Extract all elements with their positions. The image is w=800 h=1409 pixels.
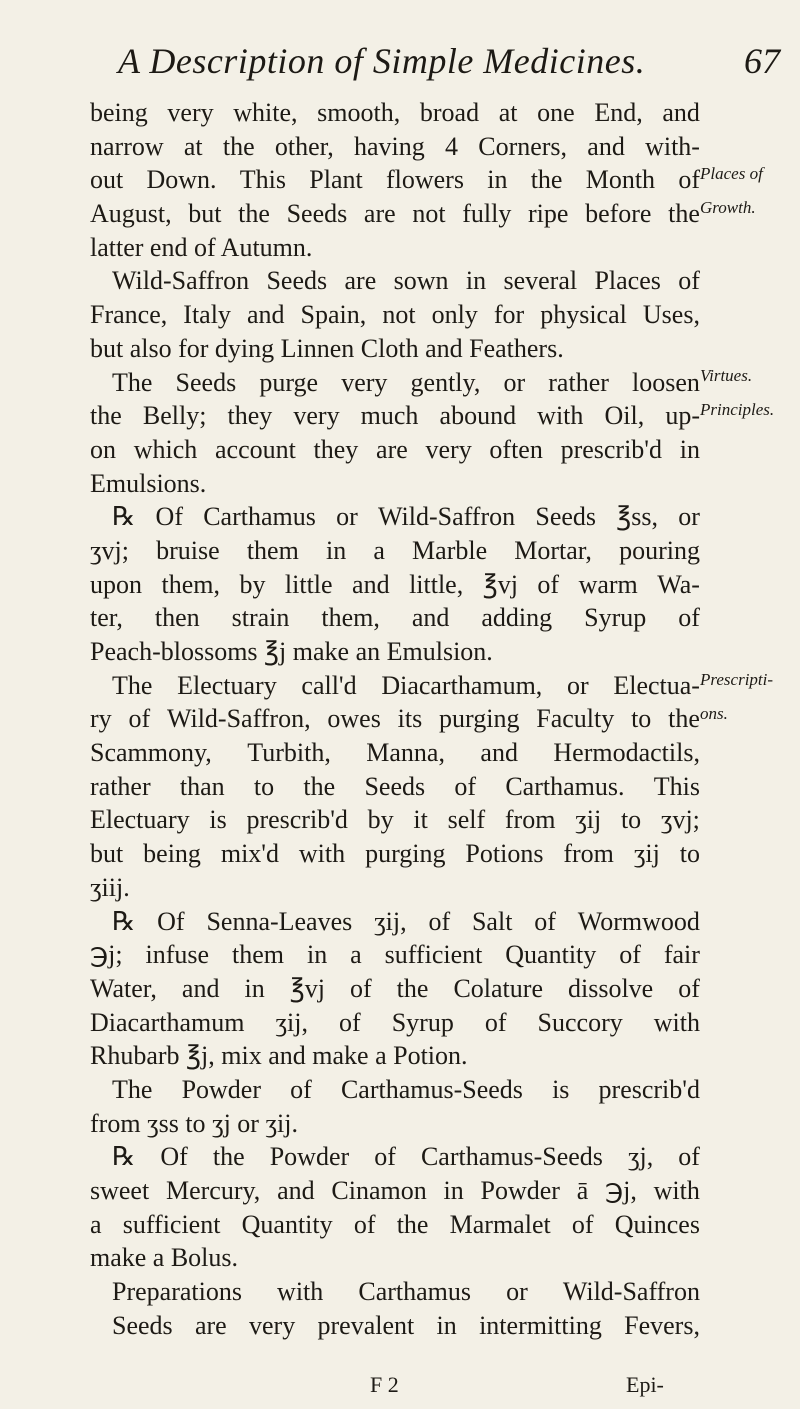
word: and [246,300,285,330]
word: are [376,434,408,464]
word: of [571,1209,594,1239]
text-line [90,669,700,703]
word: France, [90,300,168,330]
word: Uses, [642,300,700,330]
word: Wild-Saffron [378,502,516,532]
word: Wa- [657,569,700,599]
word: Salt [471,906,513,936]
word: ℥ss, [616,502,659,532]
word: of [678,1142,700,1172]
word: Marmalet [449,1209,551,1239]
word: Seeds [364,771,426,801]
word: dissolve [568,973,654,1003]
word: sufficient [122,1209,221,1239]
word: the [303,771,336,801]
word: Down. [146,165,217,195]
word: Water, [90,973,157,1003]
word: purging [365,839,446,869]
word: Diacarthamum, [381,670,543,700]
word: physical [540,300,627,330]
word: Carthamus [203,502,316,532]
word: flowers [385,165,464,195]
word: very [425,434,472,464]
text-line [90,298,700,332]
word: Syrup [391,1007,454,1037]
text-line: but also for dying Linnen Cloth and Feathers. [90,333,564,363]
word: prescrib'd [560,434,662,464]
word: account [214,434,296,464]
word: Carthamus [358,1277,472,1307]
word: Powder [269,1142,350,1172]
word: of [534,906,556,936]
word: of [290,1074,312,1104]
word: sweet [90,1176,150,1205]
word: ʒij [633,839,660,869]
word: of [428,906,451,936]
word: much [360,401,419,431]
text-line [90,601,700,635]
word: Diacarthamum [90,1007,245,1037]
word: its [397,704,423,734]
word: them [246,535,299,565]
word: with- [645,131,700,161]
text-line [90,1208,700,1242]
word: out [90,165,124,195]
margin-note: Places of [700,164,763,183]
text-line [90,1275,700,1309]
text-line [90,1073,700,1107]
text-line: from ʒss to ʒj or ʒij. [90,1108,298,1138]
word: with [277,1277,324,1307]
word: but [90,839,124,869]
word: or [506,1277,528,1307]
word: only [431,300,478,330]
word: ry [90,704,112,734]
word: by [367,805,394,835]
word: one [537,98,575,127]
word: up- [665,401,700,431]
word: ā [576,1176,589,1205]
word: warm [578,569,638,599]
word: Of [155,502,183,532]
word: very [293,401,340,431]
text-line [90,534,700,568]
word: Powder [181,1074,261,1104]
word: ℥vj [289,973,325,1003]
word: the [668,704,700,734]
page-number: 67 [744,41,780,81]
word: sown [393,266,449,296]
text-line [90,399,700,433]
word: infuse [145,940,210,970]
word: Marble [412,535,488,565]
word: is [209,805,227,835]
margin-note: Prescripti- [700,670,774,689]
word: ʒij, [374,906,407,936]
word: of [537,569,560,599]
word: little, [409,569,464,599]
word: August, [90,199,172,229]
word: the [90,401,122,431]
word: Manna, [366,738,445,768]
text-line: Emulsions. [90,468,207,498]
text-line [90,130,700,164]
word: or [678,502,700,532]
word: Powder [480,1176,560,1205]
word: being [90,98,148,127]
word: of [128,704,151,734]
word: the [530,165,563,195]
signature-mark: F 2 [370,1372,399,1397]
word: a [90,1209,102,1239]
word: very [341,367,388,397]
word: are [344,266,377,296]
word: the [668,199,700,229]
word: not [412,199,446,229]
word: Syrup [584,603,647,633]
word: of [374,1142,396,1172]
word: other, [274,131,334,161]
text-line [90,1309,700,1343]
text-line [90,1006,700,1040]
word: ℈j, [605,1176,637,1205]
text-line [90,938,700,972]
word: ter, [90,603,123,633]
word: ℞ [112,502,136,532]
word: before [585,199,652,229]
word: several [503,266,578,296]
word: Carthamus-Seeds [420,1142,603,1172]
text-line [90,96,700,130]
text-line: make a Bolus. [90,1243,239,1273]
word: Fevers, [624,1310,700,1340]
word: white, [233,98,298,127]
word: of [619,940,641,970]
word: them, [321,603,380,633]
word: often [489,434,543,464]
word: of [353,1209,376,1239]
text-line [90,1174,700,1208]
word: in [679,434,700,464]
text-line: Rhubarb ℥j, mix and make a Potion. [90,1041,468,1071]
word: fair [663,940,700,970]
text-line [90,163,700,197]
word: Hermodactils, [553,738,700,768]
word: loosen [632,367,700,397]
word: of [484,1007,507,1037]
word: they [313,434,359,464]
word: them, [161,569,220,599]
word: by [239,569,266,599]
word: with [298,839,346,869]
margin-note: Virtues. [700,366,753,385]
word: the [396,1209,429,1239]
text-line [90,1140,700,1174]
word: Places [594,266,661,296]
word: fully [462,199,512,229]
word: on [90,434,116,464]
text-line: Peach-blossoms ℥j make an Emulsion. [90,637,493,666]
word: it [413,805,428,835]
text-line [90,905,700,939]
word: Wild-Saffron, [166,704,311,734]
word: in [487,165,508,195]
word: ℈j; [90,940,123,970]
word: broad [419,98,480,127]
word: mix'd [220,839,279,869]
word: sufficient [384,940,483,970]
word: of [454,771,477,801]
word: This [653,771,700,801]
text-line [90,770,700,804]
word: Wild-Saffron [562,1277,700,1307]
word: ℥vj [482,569,518,599]
word: the [396,973,429,1003]
word: narrow [90,131,164,161]
word: or [336,502,358,532]
word: Seeds [112,1310,173,1340]
word: Cinamon [331,1176,427,1205]
word: rather [548,367,609,397]
text-line [90,702,700,736]
word: or [503,367,526,397]
word: Seeds [286,199,348,229]
text-line [90,803,700,837]
word: and [480,738,518,768]
word: Scammony, [90,738,212,768]
word: Colature [453,973,543,1003]
word: from [504,805,556,835]
word: prevalent [317,1310,415,1340]
word: at [183,131,203,161]
word: ℞ [112,906,136,936]
word: of [678,973,700,1003]
word: The [112,1074,153,1104]
word: to [631,704,652,734]
word: and [587,131,625,161]
margin-note: Growth. [700,198,756,217]
text-line [90,433,700,467]
word: the [222,131,255,161]
word: of [678,165,700,195]
word: to [253,771,275,801]
margin-notes [700,0,800,1409]
word: a [350,940,362,970]
word: in [325,535,347,565]
word: ʒvj; [660,805,700,835]
word: are [363,199,396,229]
word: for [493,300,525,330]
word: Electua- [613,670,700,700]
word: being [143,839,201,869]
text-line: ʒiij. [90,872,130,902]
word: which [133,434,198,464]
word: Spain, [300,300,367,330]
word: Belly; [142,401,207,431]
word: Electuary [177,670,277,700]
word: The [112,367,153,397]
word: Carthamus. [505,771,625,801]
word: strain [231,603,290,633]
word: and [277,1176,315,1205]
word: the [238,199,270,229]
word: This [239,165,287,195]
text-line [90,736,700,770]
word: but [188,199,222,229]
word: ʒvj; [90,535,129,565]
body-text [90,96,700,1342]
word: ℞ [112,1142,136,1172]
word: Seeds [535,502,597,532]
word: ʒj, [627,1142,654,1172]
word: is [552,1074,570,1104]
text-line: latter end of Autumn. [90,232,313,262]
word: bruise [156,535,220,565]
word: with [537,401,584,431]
word: prescrib'd [598,1074,700,1104]
word: Senna-Leaves [206,906,353,936]
text-line [90,197,700,231]
word: in [306,940,328,970]
word: with [653,1176,700,1205]
word: very [249,1310,296,1340]
word: from [563,839,614,869]
word: Quinces [614,1209,700,1239]
word: Quantity [505,940,597,970]
word: are [194,1310,227,1340]
word: to [620,805,642,835]
word: Of [160,1142,188,1172]
word: in [244,973,265,1003]
word: and [662,98,700,127]
word: Oil, [604,401,645,431]
word: owes [327,704,381,734]
word: End, [594,98,643,127]
word: of [349,973,372,1003]
word: purge [259,367,319,397]
word: or [567,670,589,700]
word: rather [90,771,151,801]
word: in [443,1176,464,1205]
running-title: A Description of Simple Medicines. [118,41,646,81]
word: adding [481,603,553,633]
word: pouring [619,535,700,565]
word: Seeds [266,266,328,296]
word: Turbith, [247,738,331,768]
word: them [232,940,285,970]
word: in [465,266,487,296]
word: smooth, [317,98,401,127]
word: they [227,401,273,431]
word: then [154,603,200,633]
word: Potions [465,839,544,869]
word: and [352,569,390,599]
word: self [447,805,486,835]
word: Mercury, [165,1176,261,1205]
word: than [179,771,225,801]
text-line [90,500,700,534]
word: Faculty [536,704,615,734]
word: upon [90,569,142,599]
word: of [678,266,700,296]
word: to [679,839,700,869]
word: Preparations [112,1277,242,1307]
word: purging [439,704,520,734]
word: call'd [301,670,357,700]
word: ʒij, [275,1007,309,1037]
word: ripe [527,199,569,229]
word: not [382,300,416,330]
text-line [90,264,700,298]
word: The [112,670,153,700]
text-line [90,972,700,1006]
word: the [212,1142,245,1172]
word: Carthamus-Seeds [340,1074,523,1104]
text-line [90,837,700,871]
word: very [167,98,214,127]
word: Month [585,165,656,195]
text-line [90,568,700,602]
catchword: Epi- [626,1372,664,1397]
word: at [498,98,518,127]
word: Mortar, [514,535,592,565]
word: 4 [445,131,458,161]
word: Plant [309,165,363,195]
page-header [118,40,780,90]
word: Seeds [175,367,237,397]
word: in [436,1310,457,1340]
word: gently, [410,367,481,397]
word: having [354,131,425,161]
word: Succory [537,1007,623,1037]
word: intermitting [479,1310,602,1340]
word: and [181,973,220,1003]
word: Electuary [90,805,190,835]
word: Quantity [241,1209,333,1239]
word: prescrib'd [246,805,348,835]
margin-note: Principles. [700,400,775,419]
word: with [653,1007,700,1037]
word: little [284,569,333,599]
text-line [90,366,700,400]
word: Wormwood [577,906,700,936]
word: Italy [183,300,231,330]
word: and [411,603,450,633]
word: abound [439,401,517,431]
word: Of [157,906,185,936]
word: a [373,535,385,565]
word: Wild-Saffron [112,266,250,296]
word: Corners, [478,131,568,161]
word: ʒij [575,805,602,835]
margin-note: ons. [700,704,728,723]
word: of [339,1007,361,1037]
word: of [678,603,700,633]
